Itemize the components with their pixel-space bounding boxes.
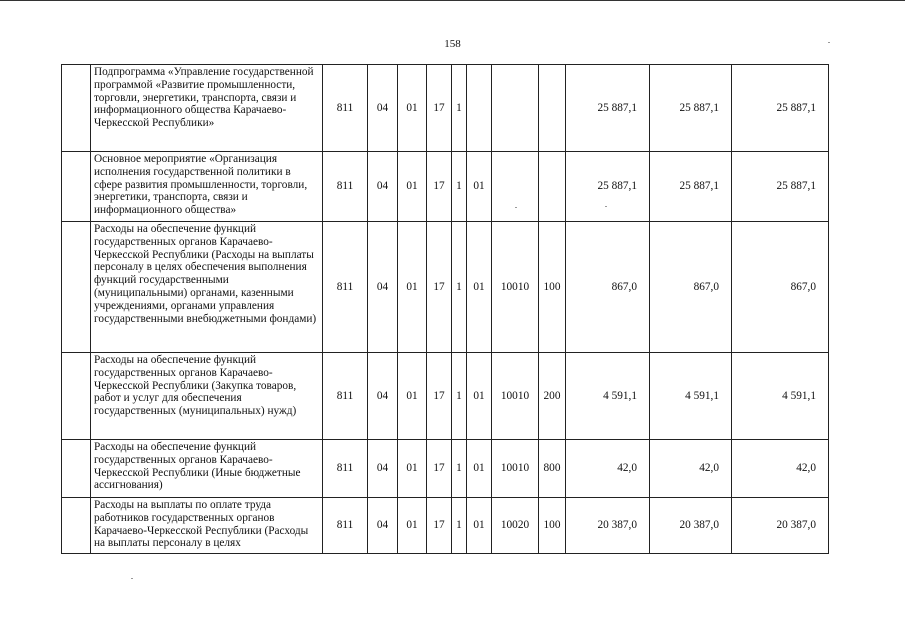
row-description: Расходы на выплаты по оплате труда работников государственных органов Карачаево-Черкесской Республики (Расходы на выплаты персоналу в целях bbox=[91, 498, 323, 554]
scan-speck bbox=[131, 578, 133, 579]
amount-year-3: 867,0 bbox=[732, 222, 829, 353]
ministry-code: 811 bbox=[323, 498, 368, 554]
section-code: 04 bbox=[368, 65, 398, 152]
table-row bbox=[62, 222, 829, 353]
amount-year-2: 42,0 bbox=[650, 440, 732, 498]
section-code: 04 bbox=[368, 498, 398, 554]
subprogram-code: 1 bbox=[452, 440, 467, 498]
program-code: 17 bbox=[427, 440, 452, 498]
row-description: Подпрограмма «Управление государственной программой «Развитие промышленности, торговли, энергетики, транспорта, связи и информационного общества Карачаево-Черкесской Республики» bbox=[91, 65, 323, 152]
subsection-code: 01 bbox=[398, 65, 427, 152]
table-row bbox=[62, 498, 829, 554]
expense-type-code: 800 bbox=[539, 440, 566, 498]
subprogram-code: 1 bbox=[452, 65, 467, 152]
direction-code: 10010 bbox=[492, 440, 539, 498]
row-blank-cell bbox=[62, 353, 91, 440]
row-description: Основное мероприятие «Организация исполнения государственной политики в сфере развития промышленности, торговли, энергетики, транспорта, связи и информационного общества» bbox=[91, 152, 323, 222]
row-description: Расходы на обеспечение функций государственных органов Карачаево-Черкесской Республики (Иные бюджетные ассигнования) bbox=[91, 440, 323, 498]
activity-code: 01 bbox=[467, 353, 492, 440]
direction-code bbox=[492, 65, 539, 152]
ministry-code: 811 bbox=[323, 353, 368, 440]
subprogram-code: 1 bbox=[452, 222, 467, 353]
ministry-code: 811 bbox=[323, 65, 368, 152]
activity-code: 01 bbox=[467, 222, 492, 353]
amount-year-3: 4 591,1 bbox=[732, 353, 829, 440]
amount-year-1: 4 591,1 bbox=[566, 353, 650, 440]
amount-year-3: 25 887,1 bbox=[732, 65, 829, 152]
row-description: Расходы на обеспечение функций государственных органов Карачаево-Черкесской Республики (Закупка товаров, работ и услуг для обеспечения государственных (муниципальных) нужд) bbox=[91, 353, 323, 440]
subprogram-code: 1 bbox=[452, 353, 467, 440]
amount-year-1: 25 887,1 bbox=[566, 65, 650, 152]
subprogram-code: 1 bbox=[452, 498, 467, 554]
row-blank-cell bbox=[62, 152, 91, 222]
table-row bbox=[62, 152, 829, 222]
scan-speck bbox=[515, 207, 517, 208]
row-blank-cell bbox=[62, 222, 91, 353]
amount-year-3: 42,0 bbox=[732, 440, 829, 498]
ministry-code: 811 bbox=[323, 152, 368, 222]
program-code: 17 bbox=[427, 498, 452, 554]
subsection-code: 01 bbox=[398, 440, 427, 498]
amount-year-3: 25 887,1 bbox=[732, 152, 829, 222]
activity-code: 01 bbox=[467, 152, 492, 222]
program-code: 17 bbox=[427, 353, 452, 440]
expense-type-code bbox=[539, 65, 566, 152]
subprogram-code: 1 bbox=[452, 152, 467, 222]
direction-code: 10010 bbox=[492, 222, 539, 353]
expense-type-code: 200 bbox=[539, 353, 566, 440]
table-row bbox=[62, 353, 829, 440]
activity-code bbox=[467, 65, 492, 152]
subsection-code: 01 bbox=[398, 353, 427, 440]
scan-speck bbox=[828, 42, 830, 43]
ministry-code: 811 bbox=[323, 440, 368, 498]
section-code: 04 bbox=[368, 353, 398, 440]
row-blank-cell bbox=[62, 65, 91, 152]
expense-type-code: 100 bbox=[539, 222, 566, 353]
section-code: 04 bbox=[368, 152, 398, 222]
scan-speck bbox=[605, 206, 607, 207]
direction-code: 10020 bbox=[492, 498, 539, 554]
amount-year-2: 25 887,1 bbox=[650, 65, 732, 152]
amount-year-1: 20 387,0 bbox=[566, 498, 650, 554]
table-row bbox=[62, 440, 829, 498]
budget-table bbox=[61, 64, 829, 554]
program-code: 17 bbox=[427, 222, 452, 353]
page-number: 158 bbox=[444, 38, 461, 50]
expense-type-code bbox=[539, 152, 566, 222]
amount-year-2: 20 387,0 bbox=[650, 498, 732, 554]
direction-code: 10010 bbox=[492, 353, 539, 440]
amount-year-3: 20 387,0 bbox=[732, 498, 829, 554]
section-code: 04 bbox=[368, 222, 398, 353]
section-code: 04 bbox=[368, 440, 398, 498]
row-blank-cell bbox=[62, 498, 91, 554]
top-border-line bbox=[0, 0, 905, 1]
row-description: Расходы на обеспечение функций государственных органов Карачаево-Черкесской Республики (Расходы на выплаты персоналу в целях обеспечения выполнения функций государственными (муниципальными) органами, казенными учреждениями, органами управления государственными внебюджетными фондами) bbox=[91, 222, 323, 353]
amount-year-1: 42,0 bbox=[566, 440, 650, 498]
amount-year-2: 25 887,1 bbox=[650, 152, 732, 222]
activity-code: 01 bbox=[467, 498, 492, 554]
ministry-code: 811 bbox=[323, 222, 368, 353]
program-code: 17 bbox=[427, 65, 452, 152]
amount-year-2: 4 591,1 bbox=[650, 353, 732, 440]
subsection-code: 01 bbox=[398, 222, 427, 353]
row-blank-cell bbox=[62, 440, 91, 498]
program-code: 17 bbox=[427, 152, 452, 222]
amount-year-1: 867,0 bbox=[566, 222, 650, 353]
subsection-code: 01 bbox=[398, 152, 427, 222]
amount-year-2: 867,0 bbox=[650, 222, 732, 353]
amount-year-1: 25 887,1 bbox=[566, 152, 650, 222]
activity-code: 01 bbox=[467, 440, 492, 498]
expense-type-code: 100 bbox=[539, 498, 566, 554]
direction-code bbox=[492, 152, 539, 222]
table-row bbox=[62, 65, 829, 152]
subsection-code: 01 bbox=[398, 498, 427, 554]
